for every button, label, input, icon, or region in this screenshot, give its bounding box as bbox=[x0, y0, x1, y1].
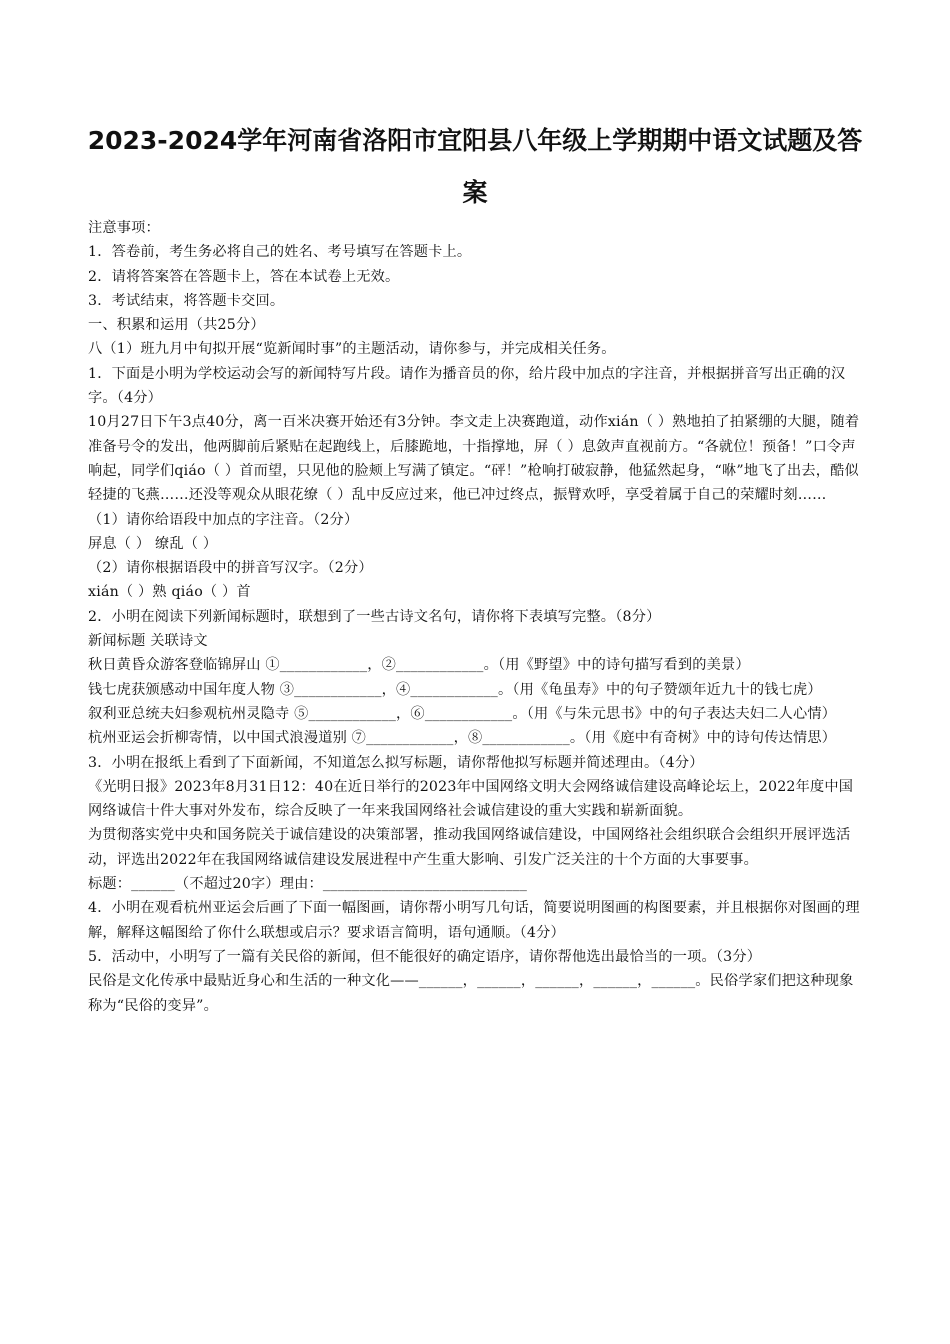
question-1-part-1-blanks: 屏息（ ） 缭乱（ ） bbox=[88, 535, 218, 552]
document-title-line-2: 案 bbox=[462, 178, 488, 207]
table-header: 新闻标题 关联诗文 bbox=[88, 633, 208, 650]
question-3: 3．小明在报纸上看到了下面新闻，不知道怎么拟写标题，请你帮他拟写标题并简述理由。（4分） bbox=[88, 754, 704, 771]
document-title-line-1: 2023-2024学年河南省洛阳市宜阳县八年级上学期期中语文试题及答 bbox=[87, 126, 863, 155]
question-1-part-2: （2）请你根据语段中的拼音写汉字。（2分） bbox=[88, 560, 373, 577]
news-article-paragraph-2: 为贯彻落实党中央和国务院关于诚信建设的决策部署，推动我国网络诚信建设，中国网络社会组织联合会组织开展评选活动，评选出2022年在我国网络诚信建设发展进程中产生重大影响、引发广泛关注的十个方面的大事要事。 bbox=[88, 827, 851, 868]
notice-heading: 注意事项： bbox=[88, 220, 160, 236]
question-3-answer-line: 标题：______（不超过20字）理由：____________________________ bbox=[88, 876, 528, 893]
question-1: 1．下面是小明为学校运动会写的新闻特写片段。请作为播音员的你，给片段中加点的字注音，并根据拼音写出正确的汉字。（4分） bbox=[88, 365, 846, 407]
table-row: 秋日黄昏众游客登临锦屏山 ①____________，②____________。（用《野望》中的诗句描写看到的美景） bbox=[88, 657, 750, 674]
notice-item-1: 1．答卷前，考生务必将自己的姓名、考号填写在答题卡上。 bbox=[88, 244, 472, 261]
table-row: 叙利亚总统夫妇参观杭州灵隐寺 ⑤____________，⑥____________。（用《与朱元思书》中的句子表达夫妇二人心情） bbox=[88, 705, 837, 722]
question-1-part-2-blanks: xián（ ）熟 qiáo（ ）首 bbox=[88, 584, 251, 601]
activity-intro: 八（1）班九月中旬拟开展“览新闻时事”的主题活动，请你参与，并完成相关任务。 bbox=[88, 341, 616, 358]
table-row: 杭州亚运会折柳寄情，以中国式浪漫道别 ⑦____________，⑧____________。（用《庭中有奇树》中的诗句传达情思） bbox=[88, 730, 837, 747]
notice-item-3: 3．考试结束，将答题卡交回。 bbox=[88, 292, 285, 309]
news-article-paragraph-1: 《光明日报》2023年8月31日12：40在近日举行的2023年中国网络文明大会网络诚信建设高峰论坛上，2022年度中国网络诚信十件大事对外发布，综合反映了一年来我国网络社会诚信建设的重大实践和崭新面貌。 bbox=[88, 778, 854, 820]
question-1-part-1: （1）请你给语段中加点的字注音。（2分） bbox=[88, 511, 359, 528]
notice-item-2: 2．请将答案答在答题卡上，答在本试卷上无效。 bbox=[88, 268, 400, 285]
question-2: 2．小明在阅读下列新闻标题时，联想到了一些古诗文名句，请你将下表填写完整。（8分） bbox=[88, 608, 661, 625]
document-body bbox=[88, 216, 866, 1018]
question-5: 5．活动中，小明写了一篇有关民俗的新闻，但不能很好的确定语序，请你帮他选出最恰当的一项。（3分） bbox=[88, 948, 762, 965]
question-4: 4．小明在观看杭州亚运会后画了下面一幅图画，请你帮小明写几句话，简要说明图画的构图要素，并且根据你对图画的理解，解释这幅图给了你什么联想或启示？要求语言简明，语句通顺。（4分） bbox=[88, 900, 860, 941]
news-passage: 10月27日下午3点40分，离一百米决赛开始还有3分钟。李文走上决赛跑道，动作xián（ ）熟地拍了拍紧绷的大腿，随着准备号令的发出，他两脚前后紧贴在起跑线上，后膝跪地，十指撑地，屏（ ）息敛声直视前方。“各就位！预备！”口令声响起，同学们qiáo（ ）首而望，只见他的脸颊上写满了镇定。“砰！”枪响打破寂静，他猛然起身，“咻”地飞了出去，酷似轻捷的飞燕……还没等观众从眼花缭（ ）乱中反应过来，他已冲过终点，振臂欢呼，享受着属于自己的荣耀时刻…… bbox=[88, 414, 860, 504]
table-row: 钱七虎获颁感动中国年度人物 ③____________，④____________。（用《龟虽寿》中的句子赞颂年近九十的钱七虎） bbox=[88, 681, 822, 698]
question-5-passage: 民俗是文化传承中最贴近身心和生活的一种文化——______，______，______，______，______。民俗学家们把这种现象称为“民俗的变异”。 bbox=[88, 973, 854, 1014]
section-heading: 一、积累和运用（共25分） bbox=[88, 317, 265, 334]
